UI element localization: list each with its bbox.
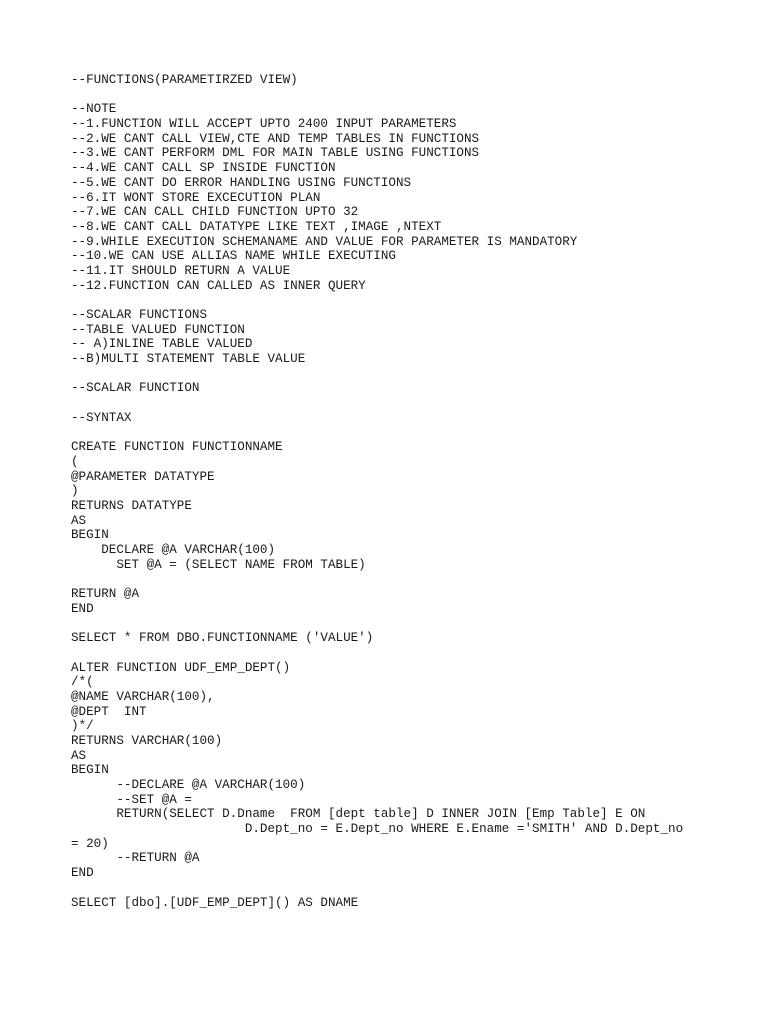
code-line: @DEPT INT [71,704,147,719]
code-line: RETURN @A [71,587,140,602]
blank-line [71,881,711,896]
code-line: --RETURN @A [71,851,200,866]
code-line: END [71,866,94,881]
code-line: BEGIN [71,763,109,778]
code-line: --SCALAR FUNCTION [71,381,200,396]
code-line: --2.WE CANT CALL VIEW,CTE AND TEMP TABLES IN FUNCTIONS [71,131,480,146]
code-line: --10.WE CAN USE ALLIAS NAME WHILE EXECUTING [71,249,396,264]
blank-line [71,646,711,661]
code-line: --3.WE CANT PERFORM DML FOR MAIN TABLE USING FUNCTIONS [71,146,480,161]
code-line: --SYNTAX [71,410,132,425]
code-line: RETURNS DATATYPE [71,498,192,513]
code-line: RETURNS VARCHAR(100) [71,733,223,748]
code-line: --TABLE VALUED FUNCTION [71,322,245,337]
code-line: SELECT [dbo].[UDF_EMP_DEPT]() AS DNAME [71,895,359,910]
code-line: )*/ [71,719,94,734]
code-line: -- A)INLINE TABLE VALUED [71,337,253,352]
blank-line [71,367,711,382]
code-line: --5.WE CANT DO ERROR HANDLING USING FUNCTIONS [71,175,412,190]
code-line: END [71,601,94,616]
code-line: ( [71,454,79,469]
blank-line [71,426,711,441]
code-line: --1.FUNCTION WILL ACCEPT UPTO 2400 INPUT PARAMETERS [71,117,457,132]
code-line: @PARAMETER DATATYPE [71,469,215,484]
code-line: ALTER FUNCTION UDF_EMP_DEPT() [71,660,291,675]
code-line: --7.WE CAN CALL CHILD FUNCTION UPTO 32 [71,205,359,220]
code-line: /*( [71,675,94,690]
code-line: --DECLARE @A VARCHAR(100) [71,778,306,792]
code-line: --12.FUNCTION CAN CALLED AS INNER QUERY [71,278,366,293]
code-line: = 20) [71,836,109,851]
code-line: --SCALAR FUNCTIONS [71,308,208,322]
code-line: --FUNCTIONS(PARAMETIRZED VIEW) [71,73,298,87]
code-line: --4.WE CANT CALL SP INSIDE FUNCTION [71,161,336,176]
code-line: --6.IT WONT STORE EXCECUTION PLAN [71,190,321,205]
code-line: AS [71,748,87,763]
code-line: BEGIN [71,528,109,543]
code-line: --11.IT SHOULD RETURN A VALUE [71,263,291,278]
code-line: --8.WE CANT CALL DATATYPE LIKE TEXT ,IMAGE ,NTEXT [71,219,442,234]
code-line: --SET @A = [71,792,192,807]
blank-line [71,616,711,631]
code-line: --B)MULTI STATEMENT TABLE VALUE [71,352,306,367]
code-line: RETURN(SELECT D.Dname FROM [dept table] D INNER JOIN [Emp Table] E ON [71,807,646,822]
code-line: CREATE FUNCTION FUNCTIONNAME [71,440,283,455]
code-line: D.Dept_no = E.Dept_no WHERE E.Ename ='SMITH' AND D.Dept_no [71,822,684,837]
blank-line [71,396,711,411]
code-line: SET @A = (SELECT NAME FROM TABLE) [71,557,366,572]
blank-line [71,572,711,587]
code-line: --NOTE [71,102,117,117]
code-line: ) [71,484,79,499]
code-line: @NAME VARCHAR(100), [71,689,215,704]
code-line: AS [71,513,87,528]
code-line: DECLARE @A VARCHAR(100) [71,543,276,557]
blank-line [71,88,711,103]
blank-line [71,293,711,308]
sql-code-block [71,73,711,910]
code-line: SELECT * FROM DBO.FUNCTIONNAME ('VALUE') [71,631,374,646]
code-line: --9.WHILE EXECUTION SCHEMANAME AND VALUE FOR PARAMETER IS MANDATORY [71,234,578,249]
